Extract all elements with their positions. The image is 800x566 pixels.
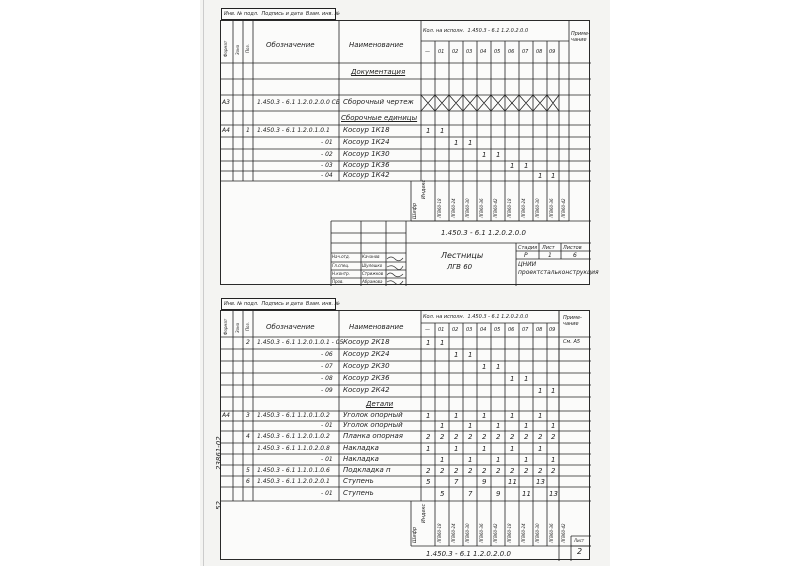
row4-designation: - 03 [321, 162, 333, 169]
tb-name: Шулешко [362, 263, 383, 268]
qty: 1 [440, 422, 445, 430]
vlabel-code: ЛГВ60-36 [549, 523, 554, 543]
qty: 2 [538, 467, 543, 475]
qty: 11 [522, 490, 531, 498]
section-details: Детали [366, 400, 394, 408]
tb-role: Пров. [332, 279, 344, 284]
qty: 1 [482, 445, 487, 453]
exec-col-7: 07 [522, 327, 529, 333]
qty-tick: 1 [468, 139, 473, 147]
qty: 1 [524, 456, 529, 464]
exec-col-5: 05 [494, 327, 501, 333]
qty: 1 [468, 351, 473, 359]
row-name: Косоур 2К42 [343, 386, 390, 394]
vlabel-shifr: Шифр [412, 526, 418, 543]
qty: 2 [510, 433, 515, 441]
row3-name: Косоур 1К30 [343, 150, 390, 158]
spec-sheet-1 [220, 11, 599, 285]
row1-format: А4 [222, 127, 230, 134]
row4-name: Косоур 1К36 [343, 161, 390, 169]
stamp-strip [221, 298, 340, 310]
row-name: Косоур 2К30 [343, 362, 390, 370]
header-pos: Поз. [245, 322, 250, 331]
vlabel-code: ЛГВ60-18 [437, 198, 442, 218]
header-designation: Обозначение [266, 41, 315, 49]
row-pos: 2 [246, 339, 250, 346]
vlabel-code: ЛГВ60-30 [535, 523, 540, 543]
exec-col-3: 03 [466, 327, 473, 333]
doc-designation: 1.450.3 - 6.1 1.2.0.2.0.0 СБ [257, 99, 340, 106]
tb-role: Н.контр. [332, 271, 350, 276]
stamp-strip [221, 8, 340, 20]
row-designation: 1.450.3 - 6.1 1.1.0.1.0.2 [257, 412, 330, 419]
tb-doc-number: 1.450.3 - 6.1 1.2.0.2.0.0 [441, 229, 526, 237]
doc-name: Сборочный чертеж [343, 98, 414, 106]
qty: 1 [551, 387, 556, 395]
row-designation: 1.450.3 - 6.1 1.2.0.1.0.2 [257, 433, 330, 440]
row2-name: Косоур 1К24 [343, 138, 390, 146]
row-name: Уголок опорный [343, 411, 403, 419]
qty: 2 [468, 433, 473, 441]
stamp-cell-inv: Инв. № подл. [224, 11, 259, 17]
row-name: Косоур 2К18 [343, 338, 390, 346]
note-text: См. А5 [563, 339, 581, 345]
row-pos: 3 [246, 412, 250, 419]
qty: 2 [454, 433, 459, 441]
exec-col-5: 05 [494, 49, 501, 55]
vlabel-code: ЛГВ60-36 [549, 198, 554, 218]
row-pos: 4 [246, 433, 250, 440]
qty: 1 [426, 412, 431, 420]
header-note: Приме- чание [563, 315, 582, 327]
row-designation: - 01 [321, 456, 333, 463]
qty: 2 [468, 467, 473, 475]
vlabel-index: Индекс [421, 179, 427, 199]
doc-number: 1.450.3 - 6.1 1.2.0.2.0.0 [426, 550, 511, 558]
tb-stage: Р [524, 252, 528, 259]
exec-col-6: 06 [508, 327, 515, 333]
row1-pos: 1 [246, 127, 250, 134]
exec-col-2: 02 [452, 327, 459, 333]
row-name: Уголок опорный [343, 421, 403, 429]
header-note: Приме- чание [571, 31, 590, 43]
header-zone: Зона [235, 44, 240, 55]
vlabel-code: ЛГВ60-18 [507, 198, 512, 218]
qty: 1 [524, 422, 529, 430]
qty: 2 [551, 433, 556, 441]
vlabel-code: ЛГВ60-36 [479, 198, 484, 218]
exec-col-0: — [425, 327, 430, 333]
side-page: 52 [215, 501, 223, 510]
qty: 9 [496, 490, 501, 498]
exec-col-6: 06 [508, 49, 515, 55]
qty: 1 [440, 339, 445, 347]
exec-col-1: 01 [438, 327, 445, 333]
qty: 1 [496, 422, 501, 430]
qty: 1 [482, 363, 487, 371]
row-designation: - 01 [321, 490, 333, 497]
side-number: 23861-02 [215, 436, 223, 470]
header-format: Формат [223, 318, 228, 335]
qty-tick: 1 [551, 172, 556, 180]
exec-col-2: 02 [452, 49, 459, 55]
row-format: А4 [222, 412, 230, 419]
qty: 2 [524, 433, 529, 441]
qty: 2 [440, 467, 445, 475]
row-designation: 1.450.3 - 6.1 1.2.0.1.0.1 - 05 [257, 339, 344, 346]
stamp-cell-sign: Подпись и дата [261, 11, 303, 17]
row3-designation: - 02 [321, 151, 333, 158]
qty: 11 [508, 478, 517, 486]
tb-name: Абрамова [362, 279, 383, 284]
exec-col-4: 04 [480, 49, 487, 55]
row-name: Косоур 2К36 [343, 374, 390, 382]
row-designation: - 06 [321, 351, 333, 358]
exec-col-8: 08 [536, 49, 543, 55]
qty: 7 [454, 478, 459, 486]
tb-org: ЦНИИ проектстальконструкция [518, 261, 599, 276]
tb-name: Качанов [362, 254, 380, 259]
stamp-cell-replace: Взам. инв. № [305, 301, 340, 307]
qty: 1 [510, 375, 515, 383]
row-pos: 5 [246, 467, 250, 474]
qty: 5 [440, 490, 445, 498]
header-pos: Поз. [245, 44, 250, 53]
qty: 2 [440, 433, 445, 441]
exec-col-1: 01 [438, 49, 445, 55]
header-format: Формат [223, 40, 228, 57]
qty-tick: 1 [538, 172, 543, 180]
row-name: Ступень [343, 489, 374, 497]
qty: 1 [468, 422, 473, 430]
exec-col-9: 09 [549, 49, 556, 55]
qty: 1 [440, 456, 445, 464]
vlabel-code: ЛГВ60-42 [493, 198, 498, 218]
header-name: Наименование [349, 323, 404, 331]
qty: 9 [482, 478, 487, 486]
qty: 13 [549, 490, 558, 498]
qty-tick: 1 [426, 127, 431, 135]
row-designation: - 09 [321, 387, 333, 394]
row-designation: - 08 [321, 375, 333, 382]
tb-sheet: 1 [548, 252, 552, 259]
row1-name: Косоур 1К18 [343, 126, 390, 134]
qty: 1 [482, 412, 487, 420]
section-docs: Документация [351, 68, 406, 76]
header-designation: Обозначение [266, 323, 315, 331]
row5-designation: - 04 [321, 172, 333, 179]
exec-col-9: 09 [549, 327, 556, 333]
qty: 1 [454, 412, 459, 420]
qty: 1 [538, 412, 543, 420]
qty-tick: 1 [440, 127, 445, 135]
vlabel-code: ЛГВ60-24 [451, 523, 456, 543]
qty: 2 [538, 433, 543, 441]
vlabel-shifr: Шифр [412, 202, 418, 219]
tb-stage-label: Стадия [518, 245, 538, 251]
qty-tick: 1 [510, 162, 515, 170]
qty: 2 [524, 467, 529, 475]
section-assemblies: Сборочные единицы [341, 114, 418, 122]
vlabel-code: ЛГВ60-24 [521, 198, 526, 218]
qty: 7 [468, 490, 473, 498]
tb-title-2: ЛГВ 60 [447, 263, 473, 271]
exec-col-7: 07 [522, 49, 529, 55]
doc-format: А3 [222, 99, 230, 106]
vlabel-code: ЛГВ60-30 [465, 523, 470, 543]
qty: 1 [454, 351, 459, 359]
qty: 1 [538, 445, 543, 453]
row2-designation: - 01 [321, 139, 333, 146]
qty: 5 [426, 478, 431, 486]
qty: 1 [454, 445, 459, 453]
row-designation: 1.450.3 - 6.1 1.1.0.1.0.6 [257, 467, 330, 474]
vlabel-code: ЛГВ60-24 [521, 523, 526, 543]
row-name: Накладка [343, 455, 379, 463]
sheet-number: 2 [577, 547, 583, 556]
row-name: Планка опорная [343, 432, 404, 440]
exec-col-0: — [425, 49, 430, 55]
row-name: Ступень [343, 477, 374, 485]
exec-col-8: 08 [536, 327, 543, 333]
row-pos: 6 [246, 478, 250, 485]
qty: 2 [426, 433, 431, 441]
qty: 1 [468, 456, 473, 464]
row5-name: Косоур 1К42 [343, 171, 390, 179]
qty: 1 [510, 445, 515, 453]
stamp-cell-inv: Инв. № подл. [224, 301, 259, 307]
tb-sheet-label: Лист [542, 245, 555, 251]
qty: 1 [551, 422, 556, 430]
header-zone: Зона [235, 322, 240, 333]
row-name: Накладка [343, 444, 379, 452]
vlabel-code: ЛГВ60-18 [437, 523, 442, 543]
row1-designation: 1.450.3 - 6.1 1.2.0.1.0.1 [257, 127, 330, 134]
qty-tick: 1 [496, 151, 501, 159]
qty-tick: 1 [482, 151, 487, 159]
vlabel-code: ЛГВ60-42 [561, 198, 566, 218]
vlabel-code: ЛГВ60-24 [451, 198, 456, 218]
qty: 2 [454, 467, 459, 475]
qty: 1 [496, 363, 501, 371]
qty: 1 [524, 375, 529, 383]
qty: 2 [496, 433, 501, 441]
stamp-cell-sign: Подпись и дата [261, 301, 303, 307]
qty: 2 [551, 467, 556, 475]
row-designation: - 01 [321, 422, 333, 429]
vlabel-code: ЛГВ60-18 [507, 523, 512, 543]
qty-tick: 1 [454, 139, 459, 147]
row-name: Косоур 2К24 [343, 350, 390, 358]
qty: 1 [538, 387, 543, 395]
exec-col-4: 04 [480, 327, 487, 333]
header-qty-title: Кол. на исполн. 1.450.3 - 6.1 1.2.0.2.0.0 [423, 28, 529, 34]
tb-sheets-label: Листов [563, 245, 582, 251]
spec-sheet-2 [220, 301, 590, 560]
sheet-label: Лист [574, 538, 585, 543]
qty: 2 [510, 467, 515, 475]
vlabel-code: ЛГВ60-42 [561, 523, 566, 543]
tb-role: Гл.спец. [332, 263, 350, 268]
tb-sheets: 6 [573, 252, 577, 259]
qty: 2 [482, 433, 487, 441]
row-designation: 1.450.3 - 6.1 1.2.0.2.0.1 [257, 478, 330, 485]
vlabel-code: ЛГВ60-36 [479, 523, 484, 543]
vlabel-index: Индекс [421, 503, 427, 523]
row-designation: - 07 [321, 363, 333, 370]
row-designation: 1.450.3 - 6.1 1.1.0.2.0.8 [257, 445, 330, 452]
qty: 1 [496, 456, 501, 464]
qty: 1 [426, 445, 431, 453]
tb-title-1: Лестницы [441, 251, 484, 260]
vlabel-code: ЛГВ60-42 [493, 523, 498, 543]
vlabel-code: ЛГВ60-30 [465, 198, 470, 218]
scan-edge [203, 0, 204, 566]
qty: 2 [482, 467, 487, 475]
qty: 2 [426, 467, 431, 475]
qty: 13 [536, 478, 545, 486]
signatures [221, 21, 599, 286]
row-name: Подкладка п [343, 466, 391, 474]
qty: 1 [426, 339, 431, 347]
tb-name: Стрижков [362, 271, 384, 276]
header-name: Наименование [349, 41, 404, 49]
vlabel-code: ЛГВ60-30 [535, 198, 540, 218]
qty: 1 [510, 412, 515, 420]
stamp-cell-replace: Взам. инв. № [305, 11, 340, 17]
qty: 2 [496, 467, 501, 475]
header-qty-title: Кол. на исполн. 1.450.3 - 6.1 1.2.0.2.0.0 [423, 314, 529, 320]
qty: 1 [551, 456, 556, 464]
tb-role: Нач.отд. [332, 254, 350, 259]
qty-tick: 1 [524, 162, 529, 170]
exec-col-3: 03 [466, 49, 473, 55]
